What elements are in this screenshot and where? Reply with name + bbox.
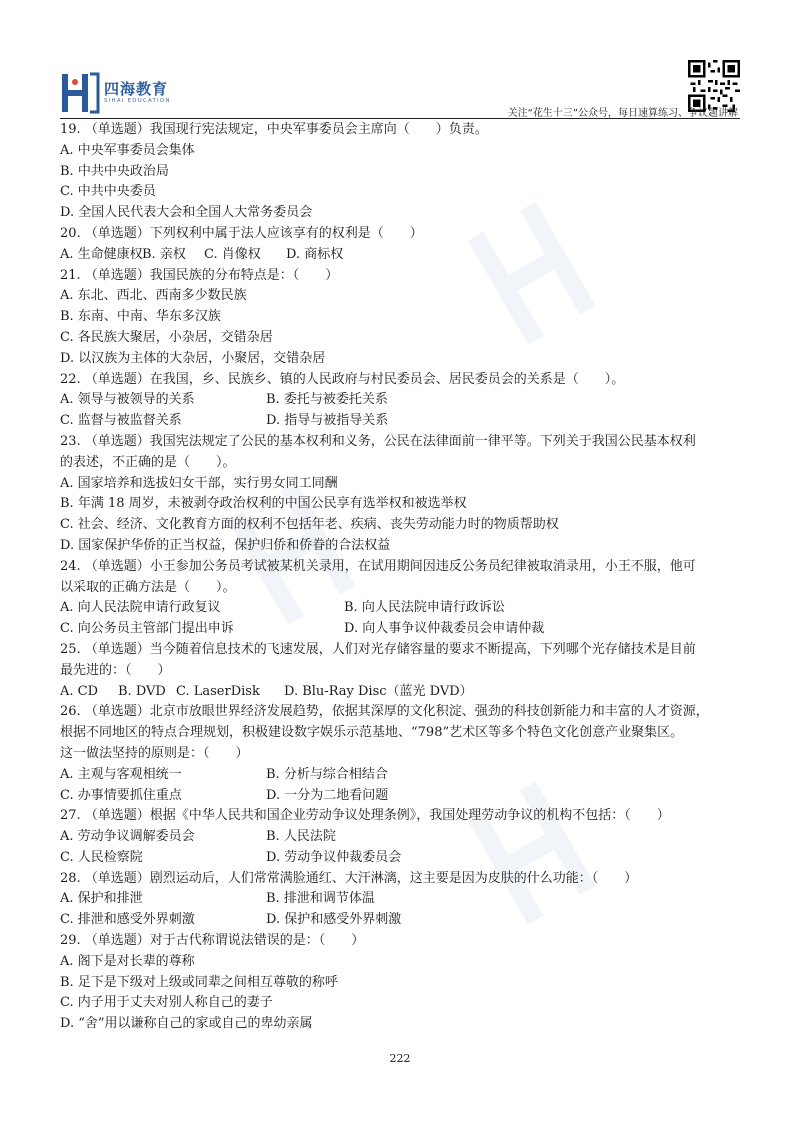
question-stem: 25. （单选题）当今随着信息技术的飞速发展，人们对光存储容量的要求不断提高，下列哪个光存储技术是目前: [60, 641, 696, 657]
question-stem: 29. （单选题）对于古代称谓说法错误的是：（ ）: [60, 933, 365, 949]
logo-mark-icon: [60, 72, 100, 114]
question-item: [60, 370, 750, 432]
question-stem: 22. （单选题）在我国，乡、民族乡、镇的人民政府与村民委员会、居民委员会的关系是（ ）。: [60, 371, 625, 387]
answer-option: C. 办事情要抓住重点: [60, 787, 182, 803]
question-item: [60, 224, 750, 266]
answer-option: B. 年满 18 周岁，未被剥夺政治权利的中国公民享有选举权和被选举权: [60, 496, 467, 512]
answer-option: D. 劳动争议仲裁委员会: [266, 849, 402, 865]
question-item: [60, 266, 750, 370]
answer-options-row: [60, 889, 750, 910]
answer-option: C. 各民族大聚居，小杂居，交错杂居: [60, 329, 273, 345]
question-item: [60, 557, 750, 640]
answer-option: B. 向人民法院申请行政诉讼: [344, 600, 505, 616]
question-stem: 27. （单选题）根据《中华人民共和国企业劳动争议处理条例》，我国处理劳动争议的机构不包括：（ ）: [60, 808, 670, 824]
answer-option: B. 人民法院: [266, 829, 336, 845]
question-stem: 以采取的正确方法是（ ）。: [60, 579, 236, 595]
answer-option: B. 中共中央政治局: [60, 163, 169, 179]
answer-option: A. 东北、西北、西南多少数民族: [60, 288, 247, 304]
answer-options-row: [60, 682, 750, 703]
answer-option: D. 国家保护华侨的正当权益，保护归侨和侨眷的合法权益: [60, 537, 391, 553]
question-stem: 的表述，不正确的是（ ）。: [60, 454, 236, 470]
question-stem: 28. （单选题）剧烈运动后，人们常常满脸通红、大汗淋漓，这主要是因为皮肤的什么功能：（ ）: [60, 870, 638, 886]
answer-option: C. 中共中央委员: [60, 184, 156, 200]
brand-logo: [60, 72, 210, 116]
answer-option: D. 保护和感受外界刺激: [266, 912, 402, 928]
answer-option: D. 商标权: [286, 246, 344, 262]
answer-option: B. 委托与被委托关系: [266, 392, 388, 408]
question-stem: 最先进的：（ ）: [60, 662, 171, 678]
question-item: [60, 931, 750, 1035]
answer-option: D. 一分为二地看问题: [266, 787, 389, 803]
answer-option: C. 人民检察院: [60, 849, 143, 865]
answer-option: C. 肖像权: [204, 246, 261, 262]
question-stem: 23. （单选题）我国宪法规定了公民的基本权利和义务，公民在法律面前一律平等。下列关于我国公民基本权利: [60, 433, 696, 449]
answer-option: B. 排泄和调节体温: [266, 891, 375, 907]
answer-option: A. CD: [60, 683, 99, 699]
question-item: [60, 869, 750, 931]
answer-options-row: [60, 910, 750, 931]
answer-option: C. 社会、经济、文化教育方面的权利不包括年老、疾病、丧失劳动能力时的物质帮助权: [60, 517, 559, 533]
answer-option: C. 排泄和感受外界刺激: [60, 912, 195, 928]
answer-option: B. 东南、中南、华东多汉族: [60, 309, 221, 325]
answer-option: B. 足下是下级对上级或同辈之间相互尊敬的称呼: [60, 974, 338, 990]
answer-option: A. 保护和排泄: [60, 891, 143, 907]
question-list: [60, 120, 750, 1035]
answer-option: D. 指导与被指导关系: [266, 413, 389, 429]
logo-text: 四海教育: [104, 80, 169, 98]
question-stem: 24. （单选题）小王参加公务员考试被某机关录用，在试用期间因违反公务员纪律被取消录用，小王不服，他可: [60, 558, 696, 574]
answer-option: B. DVD: [118, 683, 166, 699]
answer-option: D. “舍”用以谦称自己的家或自己的卑幼亲属: [60, 1016, 313, 1032]
answer-option: C. 内子用于丈夫对别人称自己的妻子: [60, 995, 273, 1011]
answer-option: B. 亲权: [142, 246, 186, 262]
question-stem: 19. （单选题）我国现行宪法规定，中央军事委员会主席向（ ）负责。: [60, 122, 488, 137]
header-divider: [60, 118, 740, 119]
answer-option: A. 生命健康权: [60, 246, 143, 262]
answer-options-row: [60, 848, 750, 869]
question-item: [60, 432, 750, 557]
question-stem: 根据不同地区的特点合理规划，积极建设数字娱乐示范基地、“798”艺术区等多个特色文化创意产业聚集区。: [60, 725, 684, 741]
answer-option: A. 领导与被领导的关系: [60, 392, 195, 408]
answer-option: A. 主观与客观相统一: [60, 766, 182, 782]
question-stem: 这一做法坚持的原则是：（ ）: [60, 745, 249, 761]
answer-option: D. 全国人民代表大会和全国人大常务委员会: [60, 205, 313, 221]
answer-option: A. 国家培养和选拔妇女干部，实行男女同工同酬: [60, 475, 338, 491]
page-number: 222: [389, 1052, 411, 1065]
answer-options-row: [60, 390, 750, 411]
answer-option: A. 中央军事委员会集体: [60, 142, 195, 158]
answer-option: C. 向公务员主管部门提出申诉: [60, 621, 234, 637]
question-item: [60, 640, 750, 702]
answer-option: A. 向人民法院申请行政复议: [60, 600, 221, 616]
answer-option: A. 劳动争议调解委员会: [60, 829, 195, 845]
header-slogan: 关注“花生十三”公众号，每日速算练习、争议题讲解: [507, 108, 738, 119]
answer-options-row: [60, 598, 750, 619]
answer-option: D. Blu-Ray Disc（蓝光 DVD）: [284, 683, 473, 699]
answer-option: C. 监督与被监督关系: [60, 413, 182, 429]
page-header: [0, 0, 800, 125]
question-item: [60, 120, 750, 224]
answer-options-row: [60, 245, 750, 266]
answer-option: A. 阁下是对长辈的尊称: [60, 953, 195, 969]
question-stem: 26. （单选题）北京市放眼世界经济发展趋势，依据其深厚的文化积淀、强劲的科技创新能力和丰富的人才资源，: [60, 704, 709, 720]
answer-options-row: [60, 619, 750, 640]
answer-option: B. 分析与综合相结合: [266, 766, 388, 782]
question-item: [60, 702, 750, 806]
answer-option: D. 以汉族为主体的大杂居，小聚居，交错杂居: [60, 350, 326, 366]
answer-options-row: [60, 411, 750, 432]
question-item: [60, 806, 750, 868]
answer-options-row: [60, 786, 750, 807]
logo-subtitle: SIHAI EDUCATION: [104, 98, 171, 104]
answer-option: D. 向人事争议仲裁委员会申请仲裁: [344, 621, 545, 637]
question-stem: 20. （单选题）下列权利中属于法人应该享有的权利是（ ）: [60, 225, 423, 241]
answer-options-row: [60, 765, 750, 786]
answer-options-row: [60, 827, 750, 848]
question-stem: 21. （单选题）我国民族的分布特点是：（ ）: [60, 267, 339, 283]
answer-option: C. LaserDisk: [176, 683, 260, 699]
